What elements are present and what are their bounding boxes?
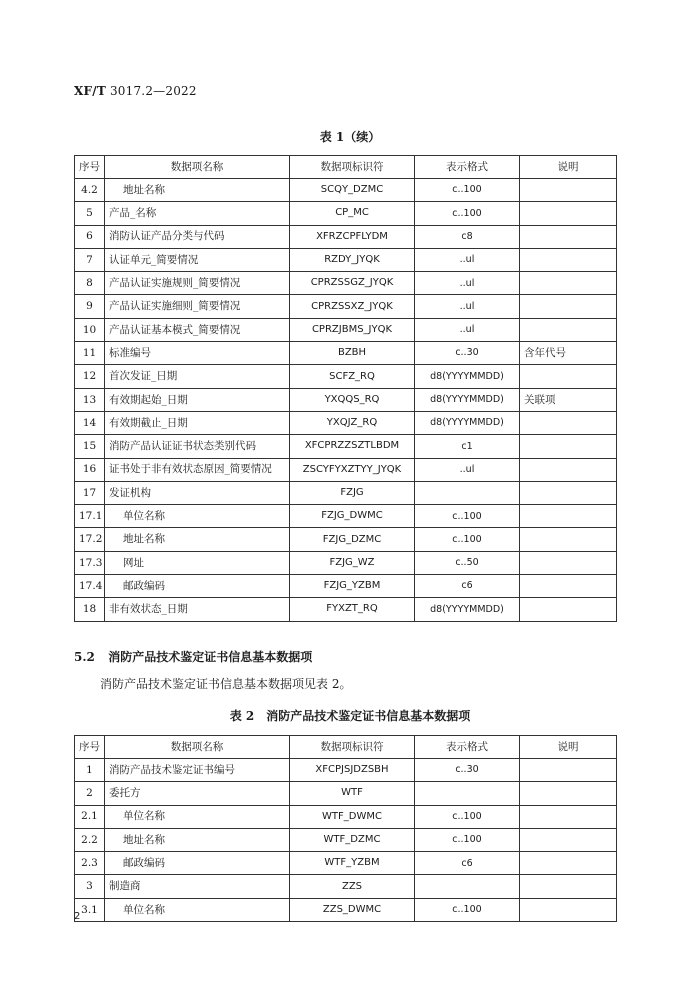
cell-identifier: FZJG_WZ — [290, 551, 415, 574]
cell-format: c..100 — [415, 805, 520, 828]
cell-name: 邮政编码 — [105, 575, 290, 598]
cell-note — [520, 458, 617, 481]
table-row — [75, 805, 617, 828]
cell-seq: 5 — [75, 202, 105, 225]
cell-format: c6 — [415, 852, 520, 875]
cell-note — [520, 852, 617, 875]
cell-identifier: ZSCYFYXZTYY_JYQK — [290, 458, 415, 481]
cell-identifier: FZJG — [290, 481, 415, 504]
cell-seq: 16 — [75, 458, 105, 481]
cell-name: 委托方 — [105, 782, 290, 805]
cell-note — [520, 898, 617, 921]
table2-body — [75, 759, 617, 922]
cell-identifier: FZJG_DWMC — [290, 505, 415, 528]
cell-seq: 17.4 — [75, 575, 105, 598]
standard-code-number: 3017.2—2022 — [109, 84, 197, 98]
cell-seq: 17.2 — [75, 528, 105, 551]
section-number: 5.2 — [74, 650, 95, 664]
cell-identifier: XFCPRZZSZTLBDM — [290, 435, 415, 458]
section-paragraph: 消防产品技术鉴定证书信息基本数据项见表 2。 — [100, 677, 352, 691]
cell-note — [520, 575, 617, 598]
cell-note: 关联项 — [520, 388, 617, 411]
section-heading — [74, 648, 312, 665]
cell-note — [520, 411, 617, 434]
table-row — [75, 342, 617, 365]
table-row — [75, 365, 617, 388]
cell-seq: 9 — [75, 295, 105, 318]
table-row — [75, 505, 617, 528]
cell-name: 消防产品技术鉴定证书编号 — [105, 759, 290, 782]
table-row — [75, 852, 617, 875]
cell-format: c..30 — [415, 759, 520, 782]
page-number: 2 — [74, 911, 81, 922]
cell-identifier: FZJG_DZMC — [290, 528, 415, 551]
section-title: 消防产品技术鉴定证书信息基本数据项 — [108, 650, 313, 664]
cell-format: ..ul — [415, 458, 520, 481]
cell-identifier: ZZS — [290, 875, 415, 898]
table-row — [75, 828, 617, 851]
cell-format: c..100 — [415, 202, 520, 225]
col-header-note: 说明 — [520, 736, 617, 759]
cell-seq: 14 — [75, 411, 105, 434]
cell-name: 证书处于非有效状态原因_简要情况 — [105, 458, 290, 481]
cell-identifier: ZZS_DWMC — [290, 898, 415, 921]
cell-format: ..ul — [415, 318, 520, 341]
cell-format: d8(YYYYMMDD) — [415, 411, 520, 434]
table-row — [75, 388, 617, 411]
table-row — [75, 248, 617, 271]
table-row — [75, 759, 617, 782]
table-row — [75, 528, 617, 551]
table-row — [75, 551, 617, 574]
table2-caption: 表 2 消防产品技术鉴定证书信息基本数据项 — [229, 709, 471, 723]
col-header-name: 数据项名称 — [105, 736, 290, 759]
table-row — [75, 575, 617, 598]
cell-name: 认证单元_简要情况 — [105, 248, 290, 271]
cell-name: 有效期截止_日期 — [105, 411, 290, 434]
cell-name: 地址名称 — [105, 179, 290, 202]
table-row — [75, 898, 617, 921]
cell-name: 网址 — [105, 551, 290, 574]
table-row — [75, 225, 617, 248]
col-header-note: 说明 — [520, 156, 617, 179]
cell-format: d8(YYYYMMDD) — [415, 598, 520, 621]
cell-note — [520, 805, 617, 828]
col-header-format: 表示格式 — [415, 156, 520, 179]
cell-seq: 17.3 — [75, 551, 105, 574]
cell-seq: 3.1 — [75, 898, 105, 921]
cell-note: 含年代号 — [520, 342, 617, 365]
cell-format: c8 — [415, 225, 520, 248]
cell-format: c..50 — [415, 551, 520, 574]
cell-identifier: CPRZSSXZ_JYQK — [290, 295, 415, 318]
cell-name: 首次发证_日期 — [105, 365, 290, 388]
col-header-name: 数据项名称 — [105, 156, 290, 179]
cell-identifier: SCQY_DZMC — [290, 179, 415, 202]
cell-seq: 10 — [75, 318, 105, 341]
cell-name: 消防产品认证证书状态类别代码 — [105, 435, 290, 458]
cell-identifier: SCFZ_RQ — [290, 365, 415, 388]
cell-note — [520, 828, 617, 851]
table1-caption: 表 1（续） — [319, 130, 381, 144]
cell-name: 单位名称 — [105, 505, 290, 528]
cell-format — [415, 875, 520, 898]
cell-identifier: WTF_DZMC — [290, 828, 415, 851]
table-row — [75, 782, 617, 805]
cell-identifier: BZBH — [290, 342, 415, 365]
cell-seq: 2.1 — [75, 805, 105, 828]
cell-note — [520, 505, 617, 528]
cell-format: ..ul — [415, 248, 520, 271]
cell-identifier: XFCPJSJDZSBH — [290, 759, 415, 782]
cell-identifier: YXQQS_RQ — [290, 388, 415, 411]
cell-format — [415, 481, 520, 504]
table-row — [75, 411, 617, 434]
cell-format: d8(YYYYMMDD) — [415, 388, 520, 411]
cell-note — [520, 295, 617, 318]
cell-note — [520, 248, 617, 271]
cell-format: c..100 — [415, 505, 520, 528]
cell-format: c..100 — [415, 179, 520, 202]
cell-note — [520, 225, 617, 248]
cell-seq: 12 — [75, 365, 105, 388]
table2 — [74, 735, 617, 922]
col-header-identifier: 数据项标识符 — [290, 736, 415, 759]
col-header-seq: 序号 — [75, 736, 105, 759]
table-row — [75, 318, 617, 341]
cell-note — [520, 365, 617, 388]
cell-format — [415, 782, 520, 805]
cell-name: 产品认证实施细则_简要情况 — [105, 295, 290, 318]
cell-note — [520, 272, 617, 295]
cell-identifier: WTF_YZBM — [290, 852, 415, 875]
cell-name: 产品认证基本模式_简要情况 — [105, 318, 290, 341]
cell-identifier: FZJG_YZBM — [290, 575, 415, 598]
cell-identifier: CPRZSSGZ_JYQK — [290, 272, 415, 295]
cell-format: ..ul — [415, 272, 520, 295]
cell-seq: 17 — [75, 481, 105, 504]
cell-seq: 7 — [75, 248, 105, 271]
cell-seq: 2 — [75, 782, 105, 805]
table-row — [75, 179, 617, 202]
cell-name: 邮政编码 — [105, 852, 290, 875]
cell-seq: 17.1 — [75, 505, 105, 528]
table1-header-row — [75, 156, 617, 179]
cell-name: 有效期起始_日期 — [105, 388, 290, 411]
cell-identifier: FYXZT_RQ — [290, 598, 415, 621]
col-header-format: 表示格式 — [415, 736, 520, 759]
cell-seq: 1 — [75, 759, 105, 782]
table-row — [75, 272, 617, 295]
cell-name: 制造商 — [105, 875, 290, 898]
cell-identifier: WTF_DWMC — [290, 805, 415, 828]
table-row — [75, 481, 617, 504]
table-row — [75, 598, 617, 621]
cell-format: c..30 — [415, 342, 520, 365]
cell-identifier: CP_MC — [290, 202, 415, 225]
cell-seq: 2.3 — [75, 852, 105, 875]
cell-identifier: CPRZJBMS_JYQK — [290, 318, 415, 341]
cell-note — [520, 435, 617, 458]
cell-seq: 4.2 — [75, 179, 105, 202]
cell-note — [520, 528, 617, 551]
col-header-seq: 序号 — [75, 156, 105, 179]
cell-name: 单位名称 — [105, 805, 290, 828]
table-row — [75, 458, 617, 481]
cell-seq: 13 — [75, 388, 105, 411]
cell-identifier: XFRZCPFLYDM — [290, 225, 415, 248]
cell-note — [520, 782, 617, 805]
cell-seq: 3 — [75, 875, 105, 898]
cell-seq: 18 — [75, 598, 105, 621]
table-row — [75, 202, 617, 225]
standard-code — [74, 84, 197, 98]
cell-seq: 2.2 — [75, 828, 105, 851]
cell-name: 单位名称 — [105, 898, 290, 921]
cell-name: 产品_名称 — [105, 202, 290, 225]
cell-format: d8(YYYYMMDD) — [415, 365, 520, 388]
cell-seq: 6 — [75, 225, 105, 248]
cell-identifier: WTF — [290, 782, 415, 805]
cell-format: c..100 — [415, 528, 520, 551]
cell-name: 非有效状态_日期 — [105, 598, 290, 621]
cell-note — [520, 318, 617, 341]
cell-note — [520, 759, 617, 782]
cell-name: 消防认证产品分类与代码 — [105, 225, 290, 248]
cell-seq: 11 — [75, 342, 105, 365]
cell-seq: 8 — [75, 272, 105, 295]
cell-note — [520, 179, 617, 202]
cell-format: ..ul — [415, 295, 520, 318]
cell-note — [520, 202, 617, 225]
cell-name: 发证机构 — [105, 481, 290, 504]
table-row — [75, 295, 617, 318]
cell-name: 地址名称 — [105, 828, 290, 851]
table-row — [75, 435, 617, 458]
cell-identifier: RZDY_JYQK — [290, 248, 415, 271]
table1-body — [75, 179, 617, 622]
cell-format: c1 — [415, 435, 520, 458]
table-row — [75, 875, 617, 898]
cell-seq: 15 — [75, 435, 105, 458]
cell-format: c..100 — [415, 898, 520, 921]
col-header-identifier: 数据项标识符 — [290, 156, 415, 179]
cell-note — [520, 481, 617, 504]
cell-name: 地址名称 — [105, 528, 290, 551]
standard-code-prefix: XF/T — [74, 84, 106, 98]
cell-note — [520, 598, 617, 621]
cell-name: 产品认证实施规则_简要情况 — [105, 272, 290, 295]
table2-header-row — [75, 736, 617, 759]
cell-name: 标准编号 — [105, 342, 290, 365]
table1 — [74, 155, 617, 622]
cell-format: c6 — [415, 575, 520, 598]
cell-format: c..100 — [415, 828, 520, 851]
cell-note — [520, 875, 617, 898]
cell-identifier: YXQJZ_RQ — [290, 411, 415, 434]
cell-note — [520, 551, 617, 574]
